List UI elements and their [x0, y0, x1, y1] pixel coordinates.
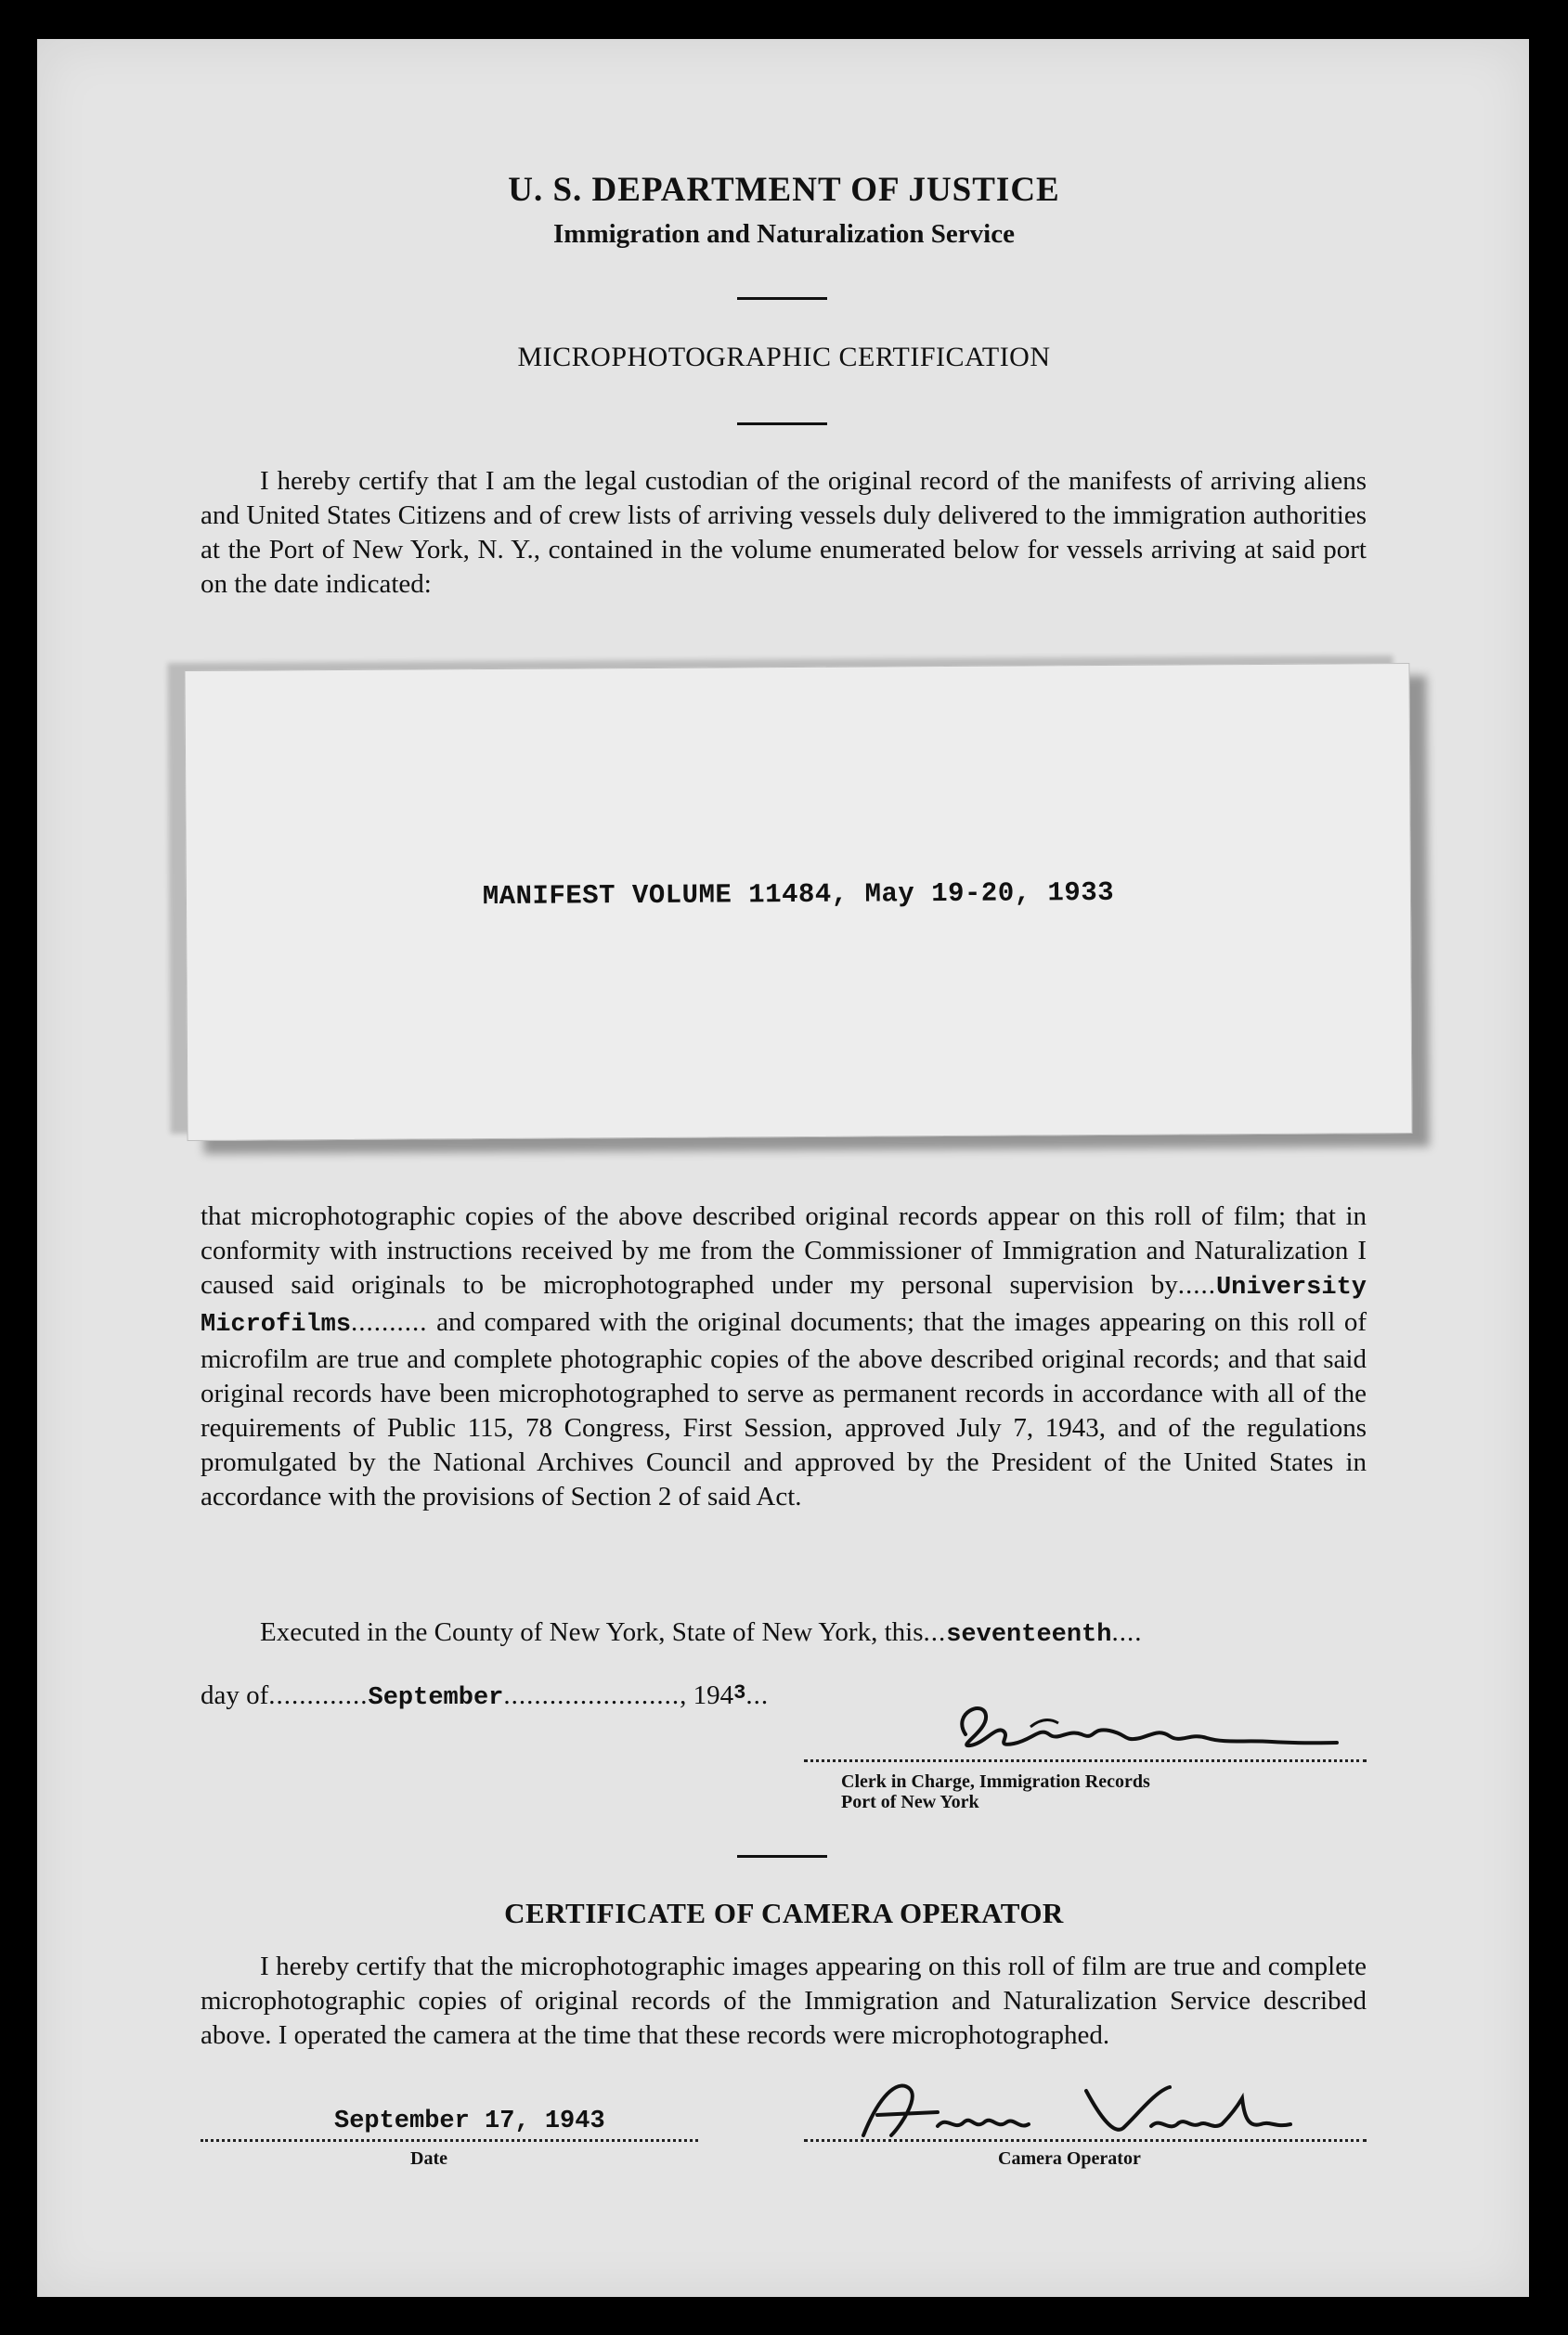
camera-certificate-title: CERTIFICATE OF CAMERA OPERATOR — [504, 1897, 1064, 1929]
clerk-location: Port of New York — [841, 1792, 979, 1812]
executed-year-digit: 3 — [733, 1681, 746, 1705]
divider — [737, 422, 827, 425]
camera-date-value: September 17, 1943 — [334, 2108, 605, 2135]
department-heading: U. S. DEPARTMENT OF JUSTICE — [508, 171, 1060, 209]
intro-paragraph: I hereby certify that I am the legal custodian of the original record of the manifests of arriving aliens and United States Citizens and of crew lists of arriving vessels duly delivered to the immigration authorities at the Port of New York, N. Y., contained in the volume enumerated below for vessels arriving at said port on the date indicated: — [201, 466, 1367, 599]
certification-title: MICROPHOTOGRAPHIC CERTIFICATION — [517, 342, 1051, 372]
date-line: day of.............September......................., $194^3$... — [201, 1680, 770, 1712]
body-paragraph: that microphotographic copies of the above described original records appear on this roll of film; that in conformity with instructions received by me from the Commissioner of Immigration and Naturalization I caused said originals to be microphotographed under my personal supervision by.....University Microfilms.......... and compared with the original documents; that the images appearing on this roll of microfilm are true and complete photographic copies of the above described original records; and that said original records have been microphotographed to serve as permanent records in accordance with all of the requirements of Public 115, 78 Congress, First Session, approved July 7, 1943, and of the regulations promulgated by the National Archives Council and approved by the President of the United States in accordance with the provisions of Section 2 of said Act. — [201, 1201, 1367, 1511]
clerk-signature-line — [804, 1759, 1367, 1762]
executed-day: seventeenth — [946, 1621, 1112, 1649]
camera-date-line — [201, 2139, 698, 2142]
volume-slip-text: MANIFEST VOLUME 11484, May 19-20, 1933 — [482, 876, 1115, 913]
camera-certificate-text: I hereby certify that the microphotographic images appearing on this roll of film are true and complete microphotographic copies of original records of the Immigration and Naturalization Service described above. I operated the camera at the time that these records were microphotographed. — [201, 1952, 1367, 2050]
camera-operator-label: Camera Operator — [998, 2148, 1141, 2169]
camera-date-label: Date — [410, 2148, 447, 2169]
clerk-signature — [928, 1690, 1374, 1764]
camera-operator-signature-line — [804, 2139, 1367, 2142]
clerk-title: Clerk in Charge, Immigration Records — [841, 1771, 1150, 1792]
volume-slip — [184, 663, 1412, 1141]
photographer-name: University Microfilms — [201, 1274, 1367, 1339]
service-subheading: Immigration and Naturalization Service — [553, 219, 1015, 249]
executed-month: September — [368, 1684, 504, 1712]
divider — [737, 297, 827, 300]
divider — [737, 1855, 827, 1858]
executed-line: Executed in the County of New York, State of New York, this...seventeenth.... — [260, 1617, 1143, 1649]
